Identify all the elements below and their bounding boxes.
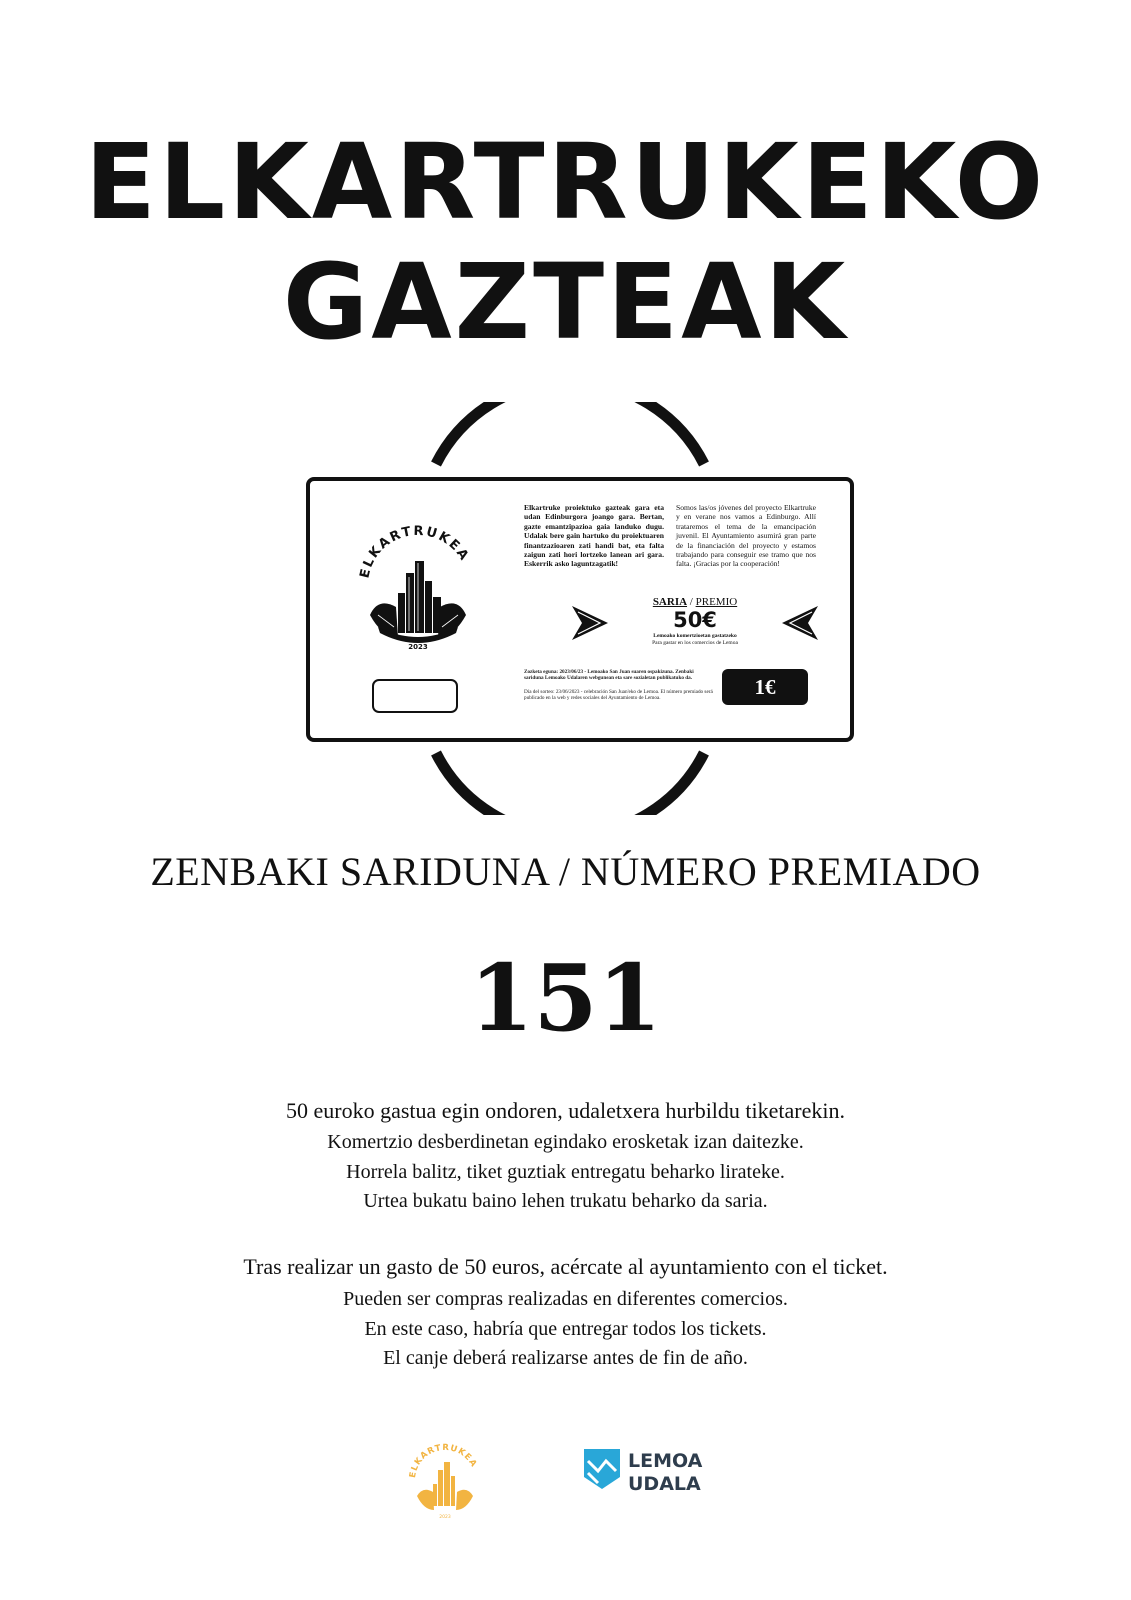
- title-line-1: ELKARTRUKEKO: [84, 121, 1047, 243]
- prize-note-eu: Lemoako komertzioetan gastatzeko: [653, 633, 737, 639]
- instruction-es-1: Tras realizar un gasto de 50 euros, acércate al ayuntamiento con el ticket.: [243, 1254, 888, 1279]
- elkartrukea-logo: [348, 497, 488, 657]
- svg-text:ELKARTRUKEA: [408, 1443, 479, 1479]
- ticket-image: [306, 477, 854, 742]
- instruction-eu-3: Horrela balitz, tiket guztiak entregatu beharko lirateke.: [346, 1161, 785, 1183]
- lemoa-line-1: LEMOA: [628, 1450, 703, 1472]
- instruction-eu-1: 50 euroko gastua egin ondoren, udaletxera hurbildu tiketarekin.: [286, 1098, 845, 1123]
- prize-note-es: Para gastar en los comercios de Lemoa: [652, 640, 738, 646]
- elkartrukea-footer-logo: [405, 1428, 485, 1520]
- ring-top-arc: [430, 402, 710, 472]
- svg-text:ELKARTRUKEA: [357, 524, 472, 580]
- winning-number: 151: [469, 944, 662, 1052]
- prize-label-es: PREMIO: [695, 596, 738, 608]
- prize-label-sep: /: [687, 596, 696, 608]
- instruction-es-3: En este caso, habría que entregar todos los tickets.: [364, 1318, 767, 1340]
- instruction-es-4: El canje deberá realizarse antes de fin de año.: [383, 1347, 748, 1369]
- arrow-left-icon: [780, 604, 820, 642]
- prize-label: [620, 596, 770, 608]
- footer-logo-arc-text: ELKARTRUKEA: [407, 1442, 479, 1479]
- ticket-text-es: Somos las/os jóvenes del proyecto Elkartruke y en verane nos vamos a Edinburgo. Allí trataremos el tema de la emancipación juvenil. El Ayuntamiento asumirá gran parte de la financiación del proyecto y estamos trabajando para conseguir ese tramo que nos falta. ¡Gracias por la cooperación!: [676, 503, 816, 569]
- logo-year: 2023: [408, 643, 428, 651]
- logo-arc-text: ELKARTRUKEA: [357, 523, 473, 580]
- winning-number-heading: ZENBAKI SARIDUNA / NÚMERO PREMIADO: [150, 849, 981, 894]
- ring-bottom-arc: [430, 745, 710, 815]
- footer-logo-year: 2023: [439, 1515, 451, 1520]
- arrow-right-icon: [570, 604, 610, 642]
- ticket-price-badge: 1€: [722, 669, 808, 705]
- lemoa-shield-icon: [582, 1447, 622, 1491]
- prize-amount: 50€: [673, 608, 717, 632]
- lemoa-udala-wordmark: [628, 1450, 702, 1496]
- instruction-eu-2: Komertzio desberdinetan egindako erosketak izan daitezke.: [327, 1131, 804, 1153]
- ticket-text-eu: Elkartruke proiektuko gazteak gara eta udan Edinburgora joango gara. Bertan, gazte emantzipazioa gaia landuko dugu. Udalak bere gain hartuko du proiektuaren finantzazioaren zati handi bat, eta falta zaigun zati hori lortzeko lanean ari gara. Eskerrik asko laguntzagatik!: [524, 503, 664, 569]
- instruction-es-2: Pueden ser compras realizadas en diferentes comercios.: [343, 1288, 788, 1310]
- instruction-eu-4: Urtea bukatu baino lehen trukatu beharko da saria.: [363, 1190, 768, 1212]
- ticket-fine-print-es: Día del sorteo: 23/06/2023 - celebración San Juan'eko de Lemoa. El número premiado será publicado en la web y redes sociales del Ayuntamiento de Lemoa.: [524, 689, 713, 702]
- ticket-number-box: [372, 679, 458, 713]
- ticket-fine-print-eu: Zozketa eguna: 2023/06/23 - Lemoako San Juan suaren ospakizuna. Zenbaki saridunа Lemoako Udalaren webgunean eta sare sozialetan publikatuko da.: [524, 669, 694, 682]
- prize-label-eu: SARIA: [652, 596, 688, 608]
- prize-block: [570, 596, 820, 651]
- title-line-2: GAZTEAK: [282, 241, 849, 363]
- lemoa-line-2: UDALA: [628, 1473, 701, 1495]
